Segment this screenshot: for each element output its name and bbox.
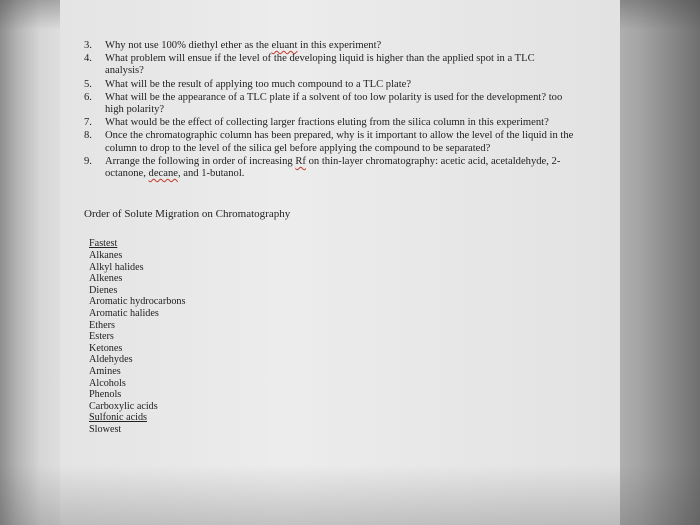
- question-number: 4.: [84, 53, 92, 65]
- question-text: Why not use 100% diethyl ether as the eluant in this experiment?: [105, 40, 382, 51]
- question-text: What will be the result of applying too much compound to a TLC plate?: [105, 78, 412, 90]
- question-item: [84, 40, 574, 52]
- question-number: 7.: [84, 117, 92, 129]
- list-item: Alkenes: [89, 273, 123, 285]
- list-item: Carboxylic acids: [89, 400, 158, 412]
- question-item: [84, 53, 574, 77]
- question-item: [84, 79, 574, 91]
- list-item: Alkyl halides: [89, 261, 144, 273]
- migration-list: [89, 238, 574, 435]
- list-item: Phenols: [89, 389, 122, 401]
- question-item: [84, 117, 574, 129]
- list-item: Slowest: [89, 423, 122, 435]
- list-item: Amines: [89, 365, 121, 377]
- list-item: Aromatic hydrocarbons: [89, 296, 186, 308]
- migration-heading: Order of Solute Migration on Chromatography: [84, 208, 291, 221]
- question-item: [84, 92, 574, 116]
- question-text: What problem will ensue if the level of the developing liquid is higher than the applied spot in a TLC analysis?: [105, 53, 535, 77]
- question-item: [84, 156, 574, 180]
- question-text: Arrange the following in order of increasing Rf on thin-layer chromatography: acetic acid, acetaldehyde, 2-octanone, decane, and 1-butanol.: [105, 155, 561, 180]
- list-item: Sulfonic acids: [89, 412, 148, 424]
- list-item: Aromatic halides: [89, 308, 159, 319]
- question-list: [84, 40, 574, 180]
- list-item: Alcohols: [89, 377, 126, 389]
- list-item: Alkanes: [89, 250, 123, 262]
- question-item: [84, 130, 574, 154]
- question-number: 8.: [84, 130, 92, 142]
- document-content: [84, 40, 574, 436]
- bottom-shadow: [0, 465, 700, 525]
- list-item: Fastest: [89, 238, 118, 250]
- question-text: Once the chromatographic column has been prepared, why is it important to allow the level of the liquid in the column to drop to the level of the silica gel before applying the compound to be separated?: [105, 130, 574, 154]
- list-item: Esters: [89, 331, 114, 343]
- question-text: What will be the appearance of a TLC plate if a solvent of too low polarity is used for the development? too high polarity?: [105, 91, 563, 116]
- question-number: 5.: [84, 78, 92, 90]
- question-text: What would be the effect of collecting larger fractions eluting from the silica column in this experiment?: [105, 117, 549, 129]
- question-number: 9.: [84, 155, 92, 167]
- list-item: Ketones: [89, 342, 123, 354]
- list-item: Dienes: [89, 284, 118, 296]
- question-number: 6.: [84, 91, 92, 103]
- list-item: Ethers: [89, 319, 116, 331]
- question-number: 3.: [84, 40, 92, 51]
- list-item: Aldehydes: [89, 354, 133, 366]
